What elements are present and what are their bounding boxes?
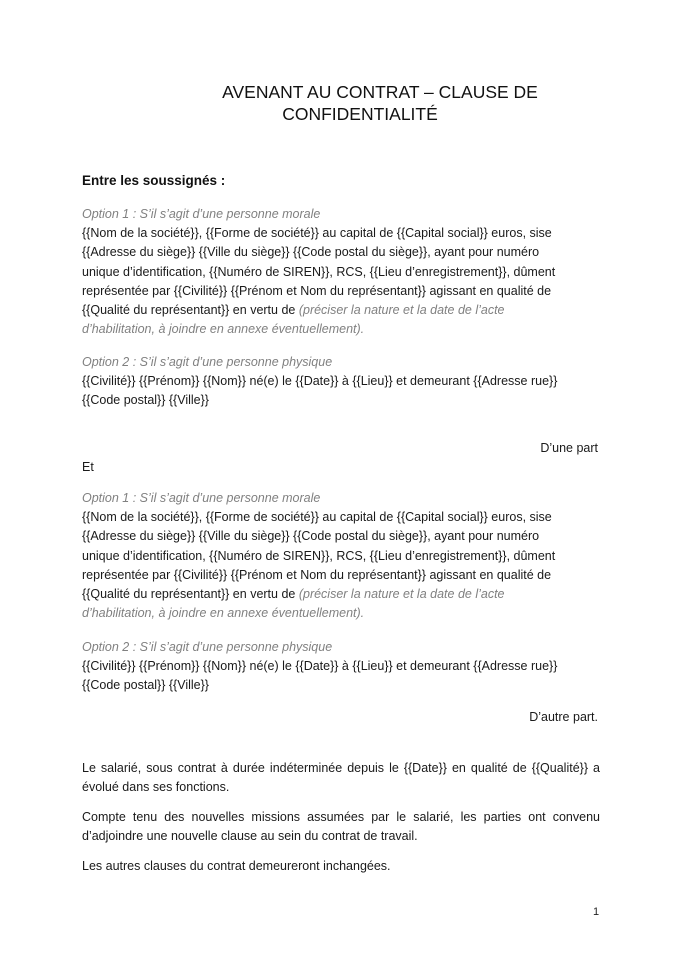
party2-option1-line: unique d’identification, {{Numéro de SIREN}}, RCS, {{Lieu d’enregistrement}}, dûment	[82, 548, 556, 563]
party2-option2-label: Option 2 : S’il s’agit d’une personne physique	[82, 640, 333, 654]
paragraph-3: Les autres clauses du contrat demeureront inchangées.	[82, 859, 391, 873]
party2-option1-line: représentée par {{Civilité}} {{Prénom et Nom du représentant}} agissant en qualité de	[82, 567, 552, 582]
party2-option1-line-last	[82, 585, 600, 604]
party1-option1-line: unique d’identification, {{Numéro de SIREN}}, RCS, {{Lieu d’enregistrement}}, dûment	[82, 264, 556, 279]
party1-option1-line: {{Nom de la société}}, {{Forme de société}} au capital de {{Capital social}} euros, sise	[82, 226, 552, 241]
party2-option1-last-italic: (préciser la nature et la date de l’acte	[298, 587, 505, 602]
and-separator: Et	[82, 460, 94, 474]
party2-option1	[82, 489, 600, 623]
party1-option1-line: représentée par {{Civilité}} {{Prénom et Nom du représentant}} agissant en qualité de	[82, 283, 552, 298]
party1-option1-tail: d’habilitation, à joindre en annexe éventuellement).	[82, 322, 365, 337]
document-title-line-1: AVENANT AU CONTRAT – CLAUSE DE	[222, 82, 538, 102]
party1-option1-last-plain: {{Qualité du représentant}} en vertu de	[82, 303, 299, 318]
party2-closing: D’autre part.	[529, 710, 598, 724]
party1-option2-line: {{Code postal}} {{Ville}}	[82, 393, 209, 408]
party1-option1-line-last	[82, 301, 600, 320]
parties-heading: Entre les soussignés :	[82, 173, 226, 188]
party2-option1-line: {{Adresse du siège}} {{Ville du siège}} {{Code postal du siège}}, ayant pour numéro	[82, 529, 540, 544]
party2-option2	[82, 638, 600, 696]
party2-option1-last-plain: {{Qualité du représentant}} en vertu de	[82, 587, 299, 602]
party1-option1-last-italic: (préciser la nature et la date de l’acte	[298, 303, 505, 318]
party1-option1	[82, 205, 600, 339]
paragraph-1: Le salarié, sous contrat à durée indéterminée depuis le {{Date}} en qualité de {{Qualité}} a évolué dans ses fonctions.	[82, 761, 600, 795]
document-title-line-2: CONFIDENTIALITÉ	[282, 104, 438, 124]
party1-option2	[82, 353, 600, 411]
party2-option1-tail: d’habilitation, à joindre en annexe éventuellement).	[82, 606, 365, 621]
page-number: 1	[593, 906, 600, 918]
party2-option2-line: {{Code postal}} {{Ville}}	[82, 678, 209, 693]
party1-closing: D’une part	[540, 441, 598, 455]
party2-option2-line: {{Civilité}} {{Prénom}} {{Nom}} né(e) le {{Date}} à {{Lieu}} et demeurant {{Adresse rue}}	[82, 659, 558, 674]
party1-option2-line: {{Civilité}} {{Prénom}} {{Nom}} né(e) le {{Date}} à {{Lieu}} et demeurant {{Adresse rue}}	[82, 374, 558, 389]
paragraph-2: Compte tenu des nouvelles missions assumées par le salarié, les parties ont convenu d’adjoindre une nouvelle clause au sein du contrat de travail.	[82, 810, 600, 844]
party1-option2-label: Option 2 : S’il s’agit d’une personne physique	[82, 355, 333, 369]
party1-option1-label: Option 1 : S’il s’agit d’une personne morale	[82, 207, 321, 221]
party2-option1-line: {{Nom de la société}}, {{Forme de société}} au capital de {{Capital social}} euros, sise	[82, 510, 552, 525]
party2-option1-label: Option 1 : S’il s’agit d’une personne morale	[82, 491, 321, 505]
party1-option1-line: {{Adresse du siège}} {{Ville du siège}} {{Code postal du siège}}, ayant pour numéro	[82, 245, 540, 260]
